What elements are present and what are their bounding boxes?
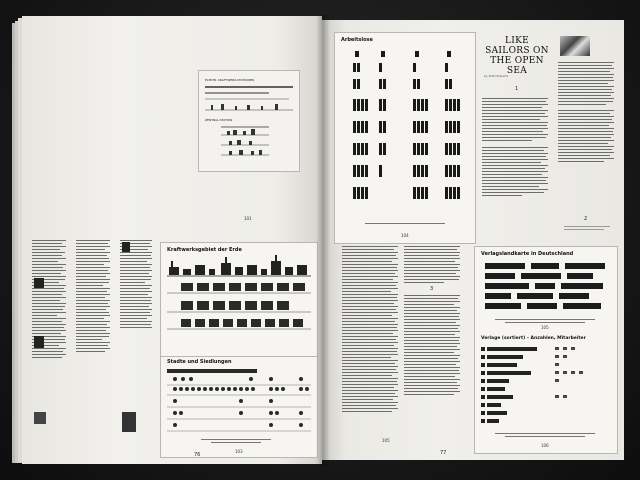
- left-text-column-2: [76, 240, 112, 354]
- publishing-chart-label-1: 105: [541, 325, 549, 330]
- timeline-chart: [199, 71, 299, 171]
- middle-section-mark: 3: [430, 286, 434, 292]
- article-block: [482, 32, 552, 242]
- article-footnote: [564, 226, 612, 232]
- publishing-chart-panel: [474, 246, 618, 454]
- article-section-mark: 1: [515, 86, 519, 92]
- right-text-column-2: [404, 246, 460, 397]
- left-column-figure-2: [34, 336, 44, 348]
- spine-gutter: [316, 14, 330, 466]
- article-section-mark-2: 2: [584, 216, 588, 222]
- settlement-isotype-chart: [161, 357, 317, 457]
- publishing-isotype-chart: [475, 247, 617, 453]
- chart-title-line-2: ZENTRAL-STATION: [205, 118, 233, 122]
- isotype-panel-title: Arbeitslose: [341, 37, 373, 43]
- article-side-column: [558, 32, 618, 242]
- isotype-panel-label: 104: [401, 233, 409, 238]
- left-text-column-3: [120, 240, 154, 330]
- chart-title-line-1: ELEKTR. KRAFTWERK-STATIONEN: [205, 78, 254, 82]
- article-byline: by Ruth Roberts: [484, 74, 509, 78]
- right-page: [322, 20, 624, 460]
- publishing-chart-label-2: 106: [541, 443, 549, 448]
- right-text-column-1: [342, 246, 398, 414]
- publishing-chart-title: Verlagslandkarte in Deutschland: [481, 251, 574, 257]
- left-page: [22, 16, 322, 464]
- settlement-chart-label: 103: [235, 449, 243, 454]
- bottom-text-label: 105: [382, 438, 390, 443]
- unemployed-isotype-chart: [335, 33, 475, 243]
- left-column-figure-3: [34, 412, 46, 424]
- energy-chart-title: Kraftwerksgebiet der Erde: [167, 247, 242, 253]
- chart-panel: [198, 70, 300, 172]
- settlement-chart-panel: [160, 356, 318, 458]
- publishing-chart-title-2: Verlage (sortiert) – Anzahlen, Mitarbeiter: [481, 336, 586, 341]
- article-text-col-1: [482, 98, 550, 198]
- chart-panel-label: 101: [244, 216, 252, 221]
- left-column-figure-1: [34, 278, 44, 288]
- left-column-figure-4: [122, 242, 130, 252]
- article-text-col-2: [558, 62, 616, 164]
- article-headline: LIKE SAILORS ON THE OPEN SEA: [485, 36, 549, 76]
- settlement-chart-title: Stadte und Siedlungen: [167, 359, 232, 365]
- left-column-figure-5: [122, 412, 136, 432]
- folio-left: 76: [194, 452, 201, 458]
- isotype-panel: [334, 32, 476, 244]
- folio-right: 77: [440, 450, 447, 456]
- article-photo: [560, 36, 590, 56]
